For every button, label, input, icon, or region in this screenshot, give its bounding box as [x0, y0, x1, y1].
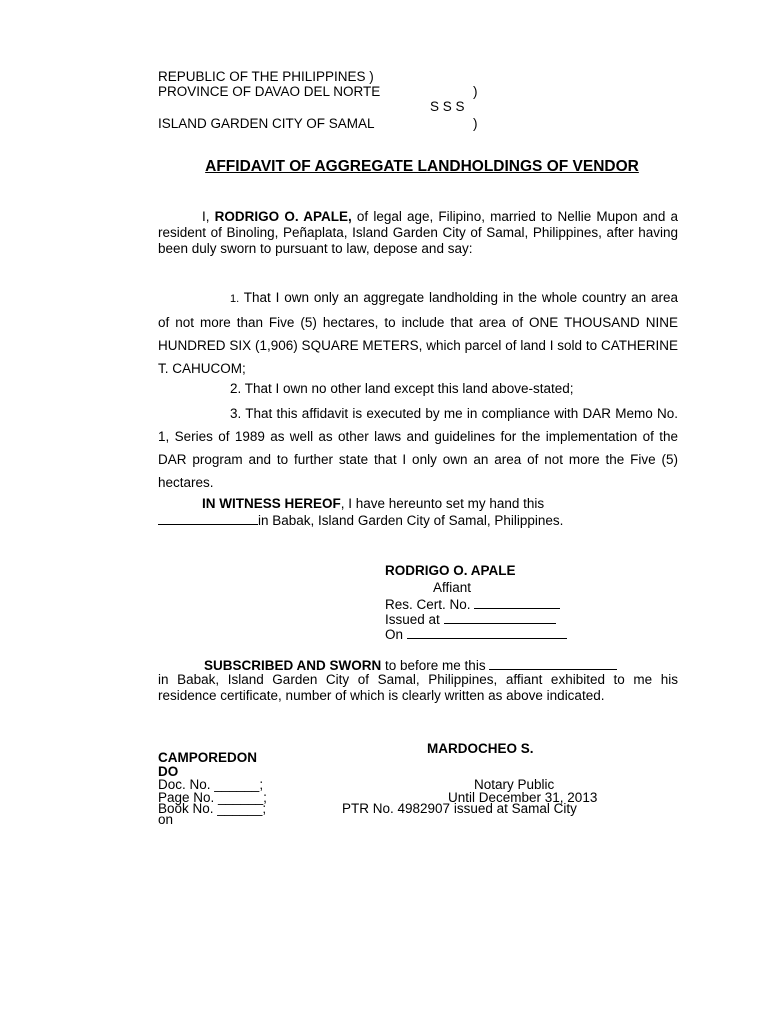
notary-name-line1: MARDOCHEO S. — [427, 741, 534, 756]
witness-line-2 — [158, 512, 563, 529]
notary-name-line3: DO — [158, 764, 179, 779]
sworn-text-2: in Babak, Island Garden City of Samal, Philippines, affiant exhibited to me his residence certificate, number of which is clearly written as above indicated. — [158, 672, 678, 703]
document-title: AFFIDAVIT OF AGGREGATE LANDHOLDINGS OF VENDOR — [205, 158, 639, 175]
sworn-date-blank[interactable] — [489, 657, 617, 670]
sworn-text-1: to before me this — [381, 658, 486, 673]
item-3 — [158, 402, 678, 494]
intro-lead: I, — [202, 209, 215, 224]
witness-paragraph — [158, 496, 678, 512]
affiant-name: RODRIGO O. APALE — [385, 563, 516, 578]
venue-city: ISLAND GARDEN CITY OF SAMAL — [158, 116, 375, 131]
notary-ptr-on: on — [158, 812, 174, 827]
book-no: Book No. ______; — [158, 801, 267, 816]
item-3-number: 3. — [230, 406, 242, 421]
item-2-number: 2. — [230, 381, 242, 396]
date-blank[interactable] — [158, 512, 258, 525]
notary-ptr: PTR No. 4982907 issued at Samal City — [342, 801, 577, 816]
venue-republic: REPUBLIC OF THE PHILIPPINES ) — [158, 69, 374, 84]
res-cert-label: Res. Cert. No. — [385, 597, 471, 612]
page-no: Page No. ______; — [158, 790, 267, 805]
witness-text-2: in Babak, Island Garden City of Samal, Philippines. — [258, 513, 564, 528]
issued-at-label: Issued at — [385, 612, 440, 627]
res-cert-blank[interactable] — [474, 596, 560, 609]
on-row — [385, 626, 567, 643]
doc-no: Doc. No. ______; — [158, 777, 264, 792]
item-1-text: That I own only an aggregate landholding in the whole country an area of not more than Five (5) hectares, to include that area of ONE THOUSAND NINE HUNDRED SIX (1,906) SQUARE METERS, which parcel of land I sold to CATHERINE T. CAHUCOM; — [158, 290, 678, 376]
on-blank[interactable] — [407, 626, 567, 639]
witness-heading: IN WITNESS HEREOF — [202, 496, 341, 511]
intro-text: of legal age, Filipino, married to Nellie Mupon and a resident of Binoling, Peñaplata, Island Garden City of Samal, Philippines, after having been duly sworn to pursuant to law, depose and say: — [158, 209, 678, 256]
notary-until: Until December 31, 2013 — [448, 790, 598, 805]
item-2 — [158, 377, 678, 400]
item-1 — [158, 286, 678, 380]
venue-province: PROVINCE OF DAVAO DEL NORTE — [158, 84, 381, 99]
venue-city-paren: ) — [473, 116, 478, 131]
item-3-text: That this affidavit is executed by me in compliance with DAR Memo No. 1, Series of 1989 as well as other laws and guidelines for the implementation of the DAR program and to further state that I only own an area of not more the Five (5) hectares. — [158, 406, 678, 490]
venue-sss: S S S — [430, 99, 465, 114]
notary-name-line2: CAMPOREDON — [158, 750, 258, 765]
witness-text-1: , I have hereunto set my hand this — [340, 496, 545, 511]
item-2-text: That I own no other land except this land above-stated; — [241, 381, 574, 396]
on-label: On — [385, 627, 404, 642]
affiant-name-inline: RODRIGO O. APALE, — [214, 209, 352, 224]
item-1-number: 1. — [230, 293, 240, 305]
issued-at-blank[interactable] — [444, 611, 556, 624]
notary-title: Notary Public — [474, 777, 555, 792]
sworn-heading: SUBSCRIBED AND SWORN — [204, 658, 382, 673]
intro-paragraph — [158, 209, 678, 257]
venue-province-paren: ) — [473, 84, 478, 99]
affiant-label: Affiant — [433, 580, 472, 595]
